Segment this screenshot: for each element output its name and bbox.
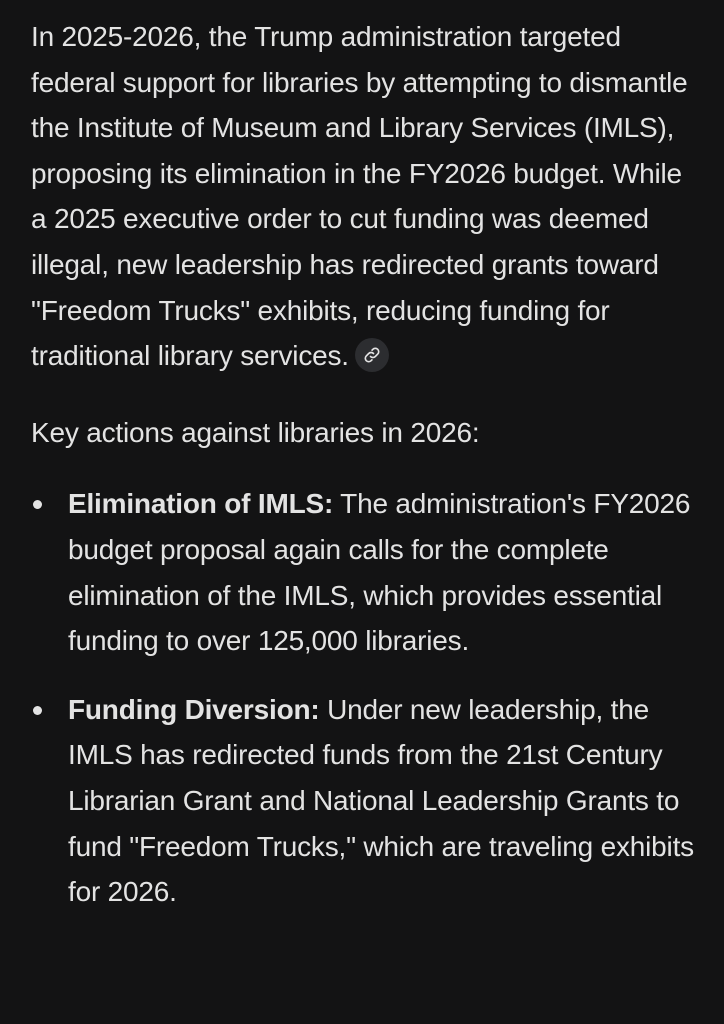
bullet-text: The administration's FY2026 budget proposal again calls for the complete elimination of the IMLS, which provides essential funding to over 125,000 libraries. [68, 488, 691, 657]
bullet-icon [33, 706, 42, 715]
key-actions-list [31, 481, 701, 914]
bullet-icon [33, 500, 42, 509]
intro-paragraph [31, 14, 701, 379]
bullet-text: Under new leadership, the IMLS has redirected funds from the 21st Century Librarian Grant and National Leadership Grants to fund "Freedom Trucks," which are traveling exhibits for 2026. [68, 693, 694, 908]
bullet-title: Funding Diversion: [68, 693, 320, 725]
intro-text: In 2025-2026, the Trump administration targeted federal support for libraries by attempting to dismantle the Institute of Museum and Library Services (IMLS), proposing its elimination in the FY2026 budget. While a 2025 executive order to cut funding was deemed illegal, new leadership has redirected grants toward "Freedom Trucks" exhibits, reducing funding for traditional library services. [31, 21, 688, 372]
list-item [31, 481, 701, 663]
key-actions-heading: Key actions against libraries in 2026: [31, 416, 480, 448]
link-icon [363, 346, 381, 364]
bullet-title: Elimination of IMLS: [68, 488, 334, 520]
list-item [31, 687, 701, 915]
response-content [31, 14, 701, 938]
source-link-chip[interactable] [355, 338, 389, 372]
